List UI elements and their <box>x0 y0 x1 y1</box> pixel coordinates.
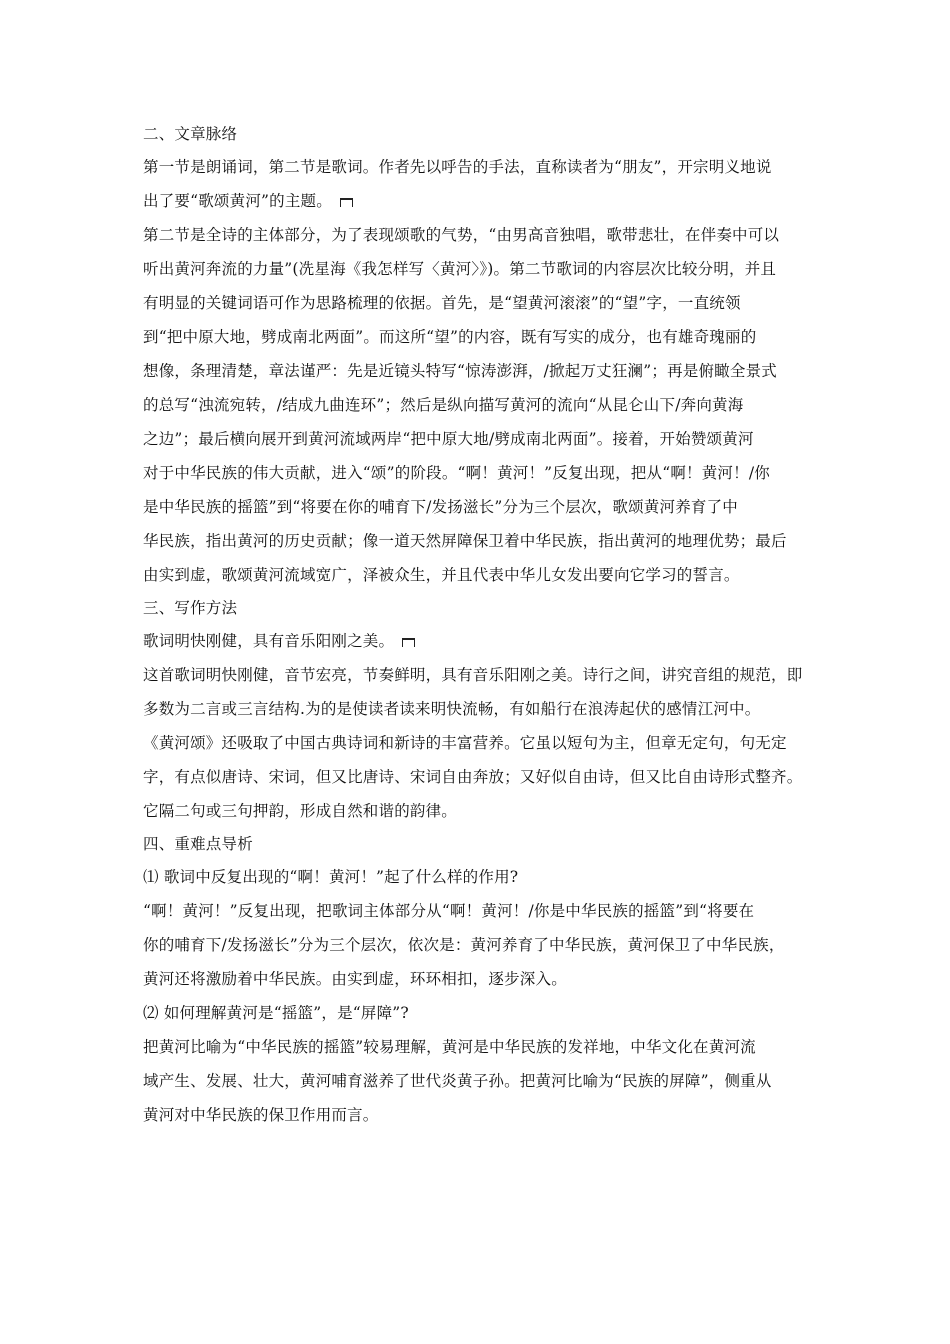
paragraph-line: 它隔二句或三句押韵，形成自然和谐的韵律。 <box>143 802 458 820</box>
paragraph-line <box>143 184 811 218</box>
paragraph-line: 听出黄河奔流的力量”(冼星海《我怎样写〈黄河〉》)。第二节歌词的内容层次比较分明，并且 <box>143 260 777 278</box>
paragraph-line: 这首歌词明快刚健，音节宏亮，节奏鲜明，具有音乐阳刚之美。诗行之间，讲究音组的规范，即 <box>143 666 803 684</box>
paragraph-line: 对于中华民族的伟大贡献，进入“颂”的阶段。“啊！黄河！”反复出现，把从“啊！黄河！/你 <box>143 464 770 482</box>
paragraph-line: 由实到虚，歌颂黄河流域宽广，泽被众生，并且代表中华儿女发出要向它学习的誓言。 <box>143 566 740 584</box>
paragraph-line: 多数为二言或三言结构.为的是使读者读来明快流畅，有如船行在浪涛起伏的感情江河中。 <box>143 700 761 718</box>
paragraph-text: 歌词明快刚健，具有音乐阳刚之美。 <box>143 632 395 650</box>
paragraph-line <box>143 624 811 658</box>
paragraph-line: 第一节是朗诵词，第二节是歌词。作者先以呼告的手法，直称读者为“朋友”，开宗明义地说 <box>143 158 772 176</box>
question-line: ⑴ 歌词中反复出现的“啊！黄河！”起了什么样的作用? <box>143 868 519 886</box>
question-line: ⑵ 如何理解黄河是“摇篮”，是“屏障”? <box>143 1004 409 1022</box>
paragraph-line: 域产生、发展、壮大，黄河哺育滋养了世代炎黄子孙。把黄河比喻为“民族的屏障”，侧重从 <box>143 1072 772 1090</box>
paragraph-text: 出了要“歌颂黄河”的主题。 <box>143 192 332 210</box>
paragraph-line: 有明显的关键词语可作为思路梳理的依据。首先，是“望黄河滚滚”的“望”字，一直统领 <box>143 294 741 312</box>
paragraph-line: 到“把中原大地，劈成南北两面”。而这所“望”的内容，既有写实的成分，也有雄奇瑰丽的 <box>143 328 757 346</box>
paragraph-line: “啊！黄河！”反复出现，把歌词主体部分从“啊！黄河！/你是中华民族的摇篮”到“将要在 <box>143 902 755 920</box>
paragraph-line: 你的哺育下/发扬滋长”分为三个层次，依次是：黄河养育了中华民族，黄河保卫了中华民族， <box>143 936 785 954</box>
paragraph-line: 是中华民族的摇篮”到“将要在你的哺育下/发扬滋长”分为三个层次，歌颂黄河养育了中 <box>143 498 738 516</box>
bracket-mark-icon <box>340 198 353 207</box>
paragraph-line: 的总写“浊流宛转，/结成九曲连环”；然后是纵向描写黄河的流向“从昆仑山下/奔向黄海 <box>143 396 744 414</box>
section-heading-key-points: 四、重难点导析 <box>143 835 253 853</box>
paragraph-line: 想像，条理清楚，章法谨严：先是近镜头特写“惊涛澎湃，/掀起万丈狂澜”；再是俯瞰全景式 <box>143 362 777 380</box>
section-heading-writing-method: 三、写作方法 <box>143 599 238 617</box>
paragraph-line: 之边”；最后横向展开到黄河流域两岸“把中原大地/劈成南北两面”。接着，开始赞颂黄河 <box>143 430 754 448</box>
paragraph-line: 字，有点似唐诗、宋词，但又比唐诗、宋词自由奔放；又好似自由诗，但又比自由诗形式整齐。 <box>143 768 803 786</box>
paragraph-line: 黄河对中华民族的保卫作用而言。 <box>143 1106 379 1124</box>
paragraph-line: 华民族，指出黄河的历史贡献；像一道天然屏障保卫着中华民族，指出黄河的地理优势；最后 <box>143 532 787 550</box>
paragraph-line: 把黄河比喻为“中华民族的摇篮”较易理解，黄河是中华民族的发祥地，中华文化在黄河流 <box>143 1038 756 1056</box>
bracket-mark-icon <box>402 638 415 647</box>
paragraph-line: 《黄河颂》还吸取了中国古典诗词和新诗的丰富营养。它虽以短句为主，但章无定句，句无定 <box>143 734 787 752</box>
document-page <box>143 118 811 1132</box>
paragraph-line: 第二节是全诗的主体部分，为了表现颂歌的气势，“由男高音独唱，歌带悲壮，在伴奏中可以 <box>143 226 780 244</box>
section-heading-structure: 二、文章脉络 <box>143 125 238 143</box>
paragraph-line: 黄河还将激励着中华民族。由实到虚，环环相扣，逐步深入。 <box>143 970 567 988</box>
